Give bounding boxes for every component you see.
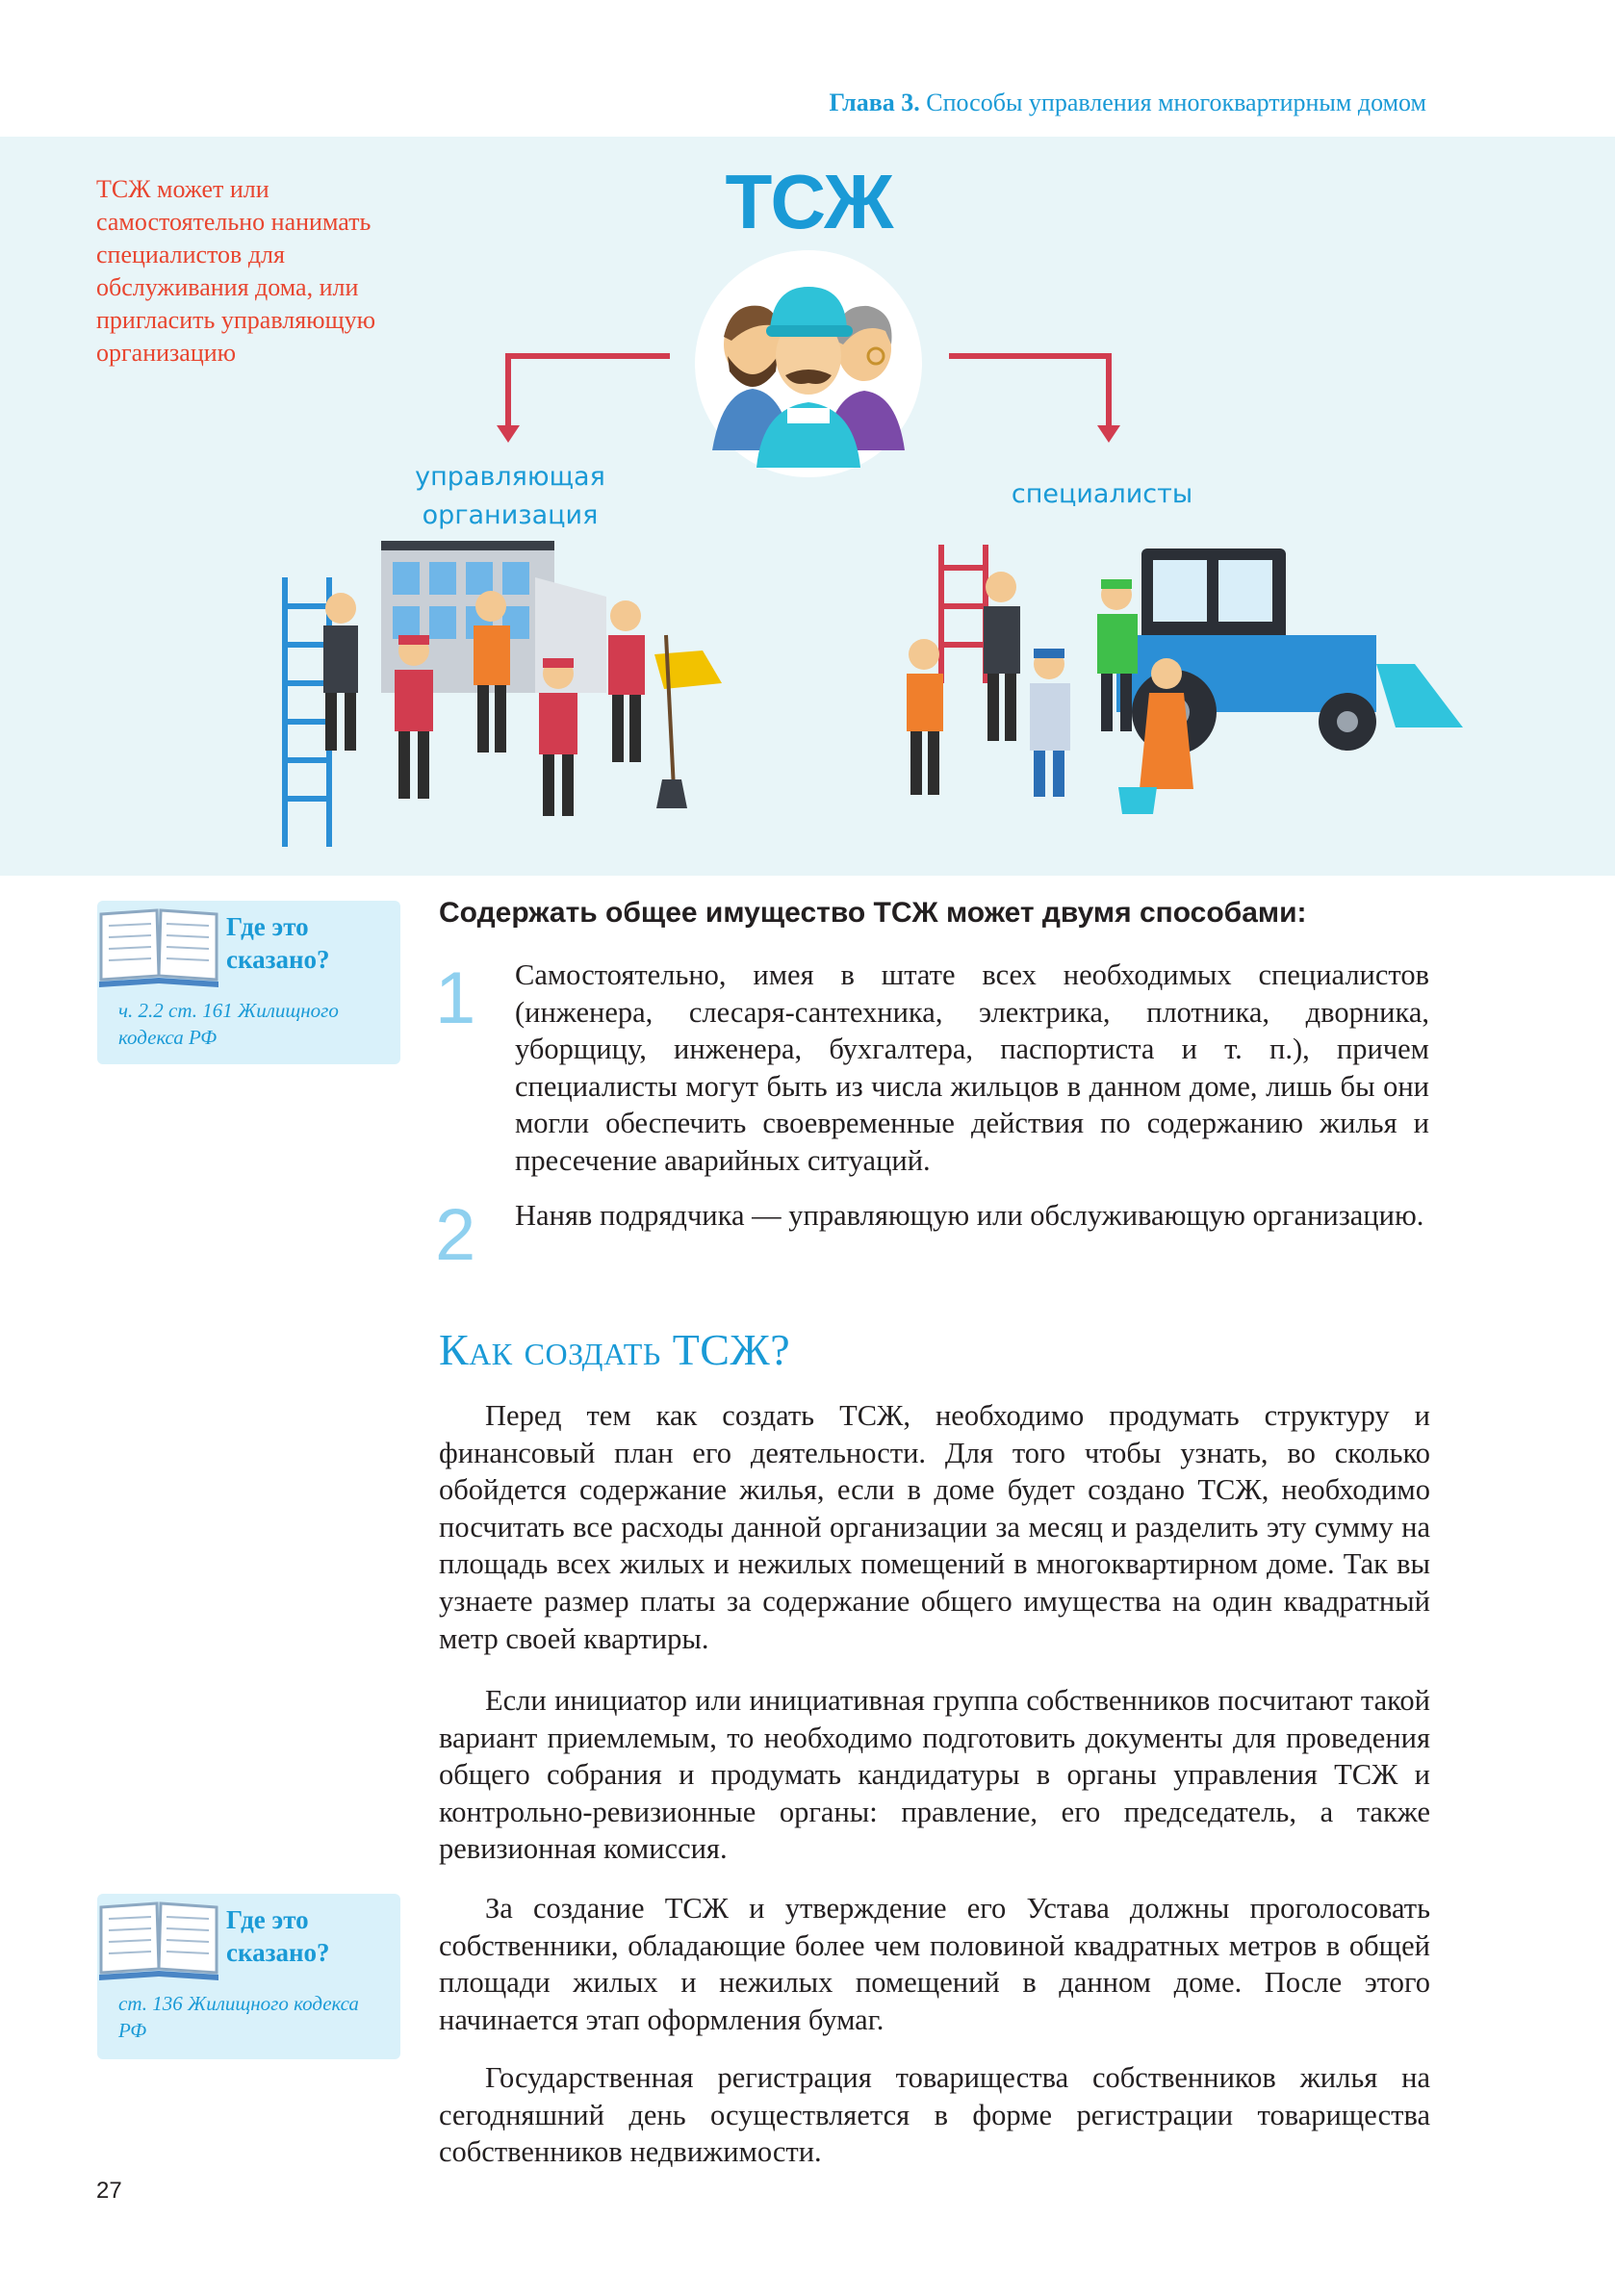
where-stated-title: Где это сказано? [226,1905,330,1967]
where-stated-title: Где это сказано? [226,912,330,974]
item-number: 1 [435,957,476,1039]
book-icon [97,901,222,987]
infographic-side-note: ТСЖ может или самостоятельно нанимать специалистов для обслуживания дома, или пригласить управляющую организацию [96,175,376,367]
paragraph: Перед тем как создать ТСЖ, необходимо продумать структуру и финансовый план его деятельности. Для того чтобы узнать, во сколько обойдется содержание жилья, если в доме будет создано ТСЖ, необходимо посчитать все расходы данной организации за месяц и разделить эту сумму на площадь всех жилых и нежилых помещений в многоквартирном доме. Так вы узнаете размер платы за содержание общего имущества на один квадратный метр своей квартиры. [439,1399,1430,1655]
paragraph: Если инициатор или инициативная группа собственников посчитают такой вариант приемлемым, то необходимо подготовить документы для проведения общего собрания и продумать кандидатуры в органы управления ТСЖ и контрольно-ревизионные органы: правление, его председатель, а также ревизионная комиссия. [439,1684,1430,1866]
chapter-label: Глава 3. [829,89,920,116]
section-heading: Как создать ТСЖ? [439,1325,791,1374]
item-number: 2 [435,1194,476,1276]
where-stated-box [97,901,400,1064]
paragraph: Государственная регистрация товарищества собственников жилья на сегодняшний день осуществляется в форме регистрации товарищества собственников недвижимости. [439,2061,1430,2169]
list-item-text: Наняв подрядчика — управляющую или обслуживающую организацию. [515,1199,1424,1232]
paragraph: За создание ТСЖ и утверждение его Устава должны проголосовать собственники, обладающие более чем половиной квадратных метров в общей площади жилых и нежилых помещений в данном доме. После этого начинается этап оформления бумаг. [439,1892,1430,2036]
specialists-illustration [895,539,1473,847]
management-company-illustration [279,539,751,856]
law-reference: ст. 136 Жилищного кодекса РФ [118,1992,359,2042]
law-reference: ч. 2.2 ст. 161 Жилищного кодекса РФ [118,999,339,1049]
specialists-label: специалисты [1011,479,1193,509]
list-item-text: Самостоятельно, имея в штате всех необходимых специалистов (инженера, слесаря-сантехника, электрика, плотника, дворника, уборщицу, инженера, бухгалтера, паспортиста и т. п.), причем специалисты могут быть из числа жильцов в данном доме, лишь бы они могли обеспечить своевременные действия по содержанию жилья и пресечение аварийных ситуаций. [515,958,1429,1177]
book-icon [97,1894,222,1980]
management-company-label: управляющая организация [415,462,605,530]
running-header [830,89,1426,117]
page-number: 27 [96,2178,122,2204]
where-stated-box [97,1894,400,2059]
infographic-center-title: ТСЖ [725,159,892,244]
lead-sentence: Содержать общее имущество ТСЖ может двумя способами: [439,897,1307,929]
chapter-title: Способы управления многоквартирным домом [926,89,1426,116]
connector-arrows [481,343,1155,448]
